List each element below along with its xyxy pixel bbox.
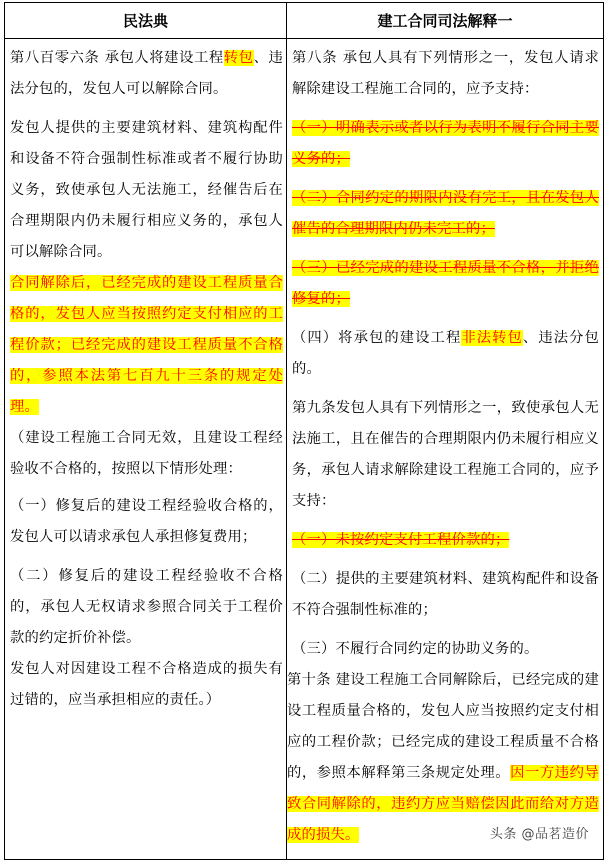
article-8: 第八条 承包人具有下列情形之一，发包人请求解除建设工程施工合同的，应予支持： [292, 50, 599, 97]
article-8-item-1: （一）明确表示或者以行为表明不履行合同主要义务的； [292, 120, 599, 167]
article-8-item-2: （二）合同约定的期限内没有完工，且在发包人催告的合理期限内仍未完工的； [292, 190, 599, 237]
header-civil-code: 民法典 [5, 3, 286, 39]
comparison-table [4, 2, 604, 860]
article-9-item-1: （一）未按约定支付工程价款的； [292, 532, 510, 548]
article-806-para2: 发包人提供的主要建筑材料、建筑构配件和设备不符合强制性标准或者不履行协助义务，致使承包人无法施工，经催告后在合理期限内仍未履行相应义务的，承包人可以解除合同。 [10, 120, 283, 260]
invalid-contract-note: （建设工程施工合同无效，且建设工程经验收不合格的，按照以下情形处理： [10, 430, 283, 477]
invalid-contract-fault: 发包人对因建设工程不合格造成的损失有过错的，应当承担相应的责任。） [10, 661, 283, 708]
article-9-item-2: （二）提供的主要建筑材料、建筑构配件和设备不符合强制性标准的； [292, 571, 599, 618]
invalid-contract-item-2: （二）修复后的建设工程经验收不合格的，承包人无权请求参照合同关于工程价款的约定折价补偿。 [10, 568, 283, 646]
article-10: 第十条 建设工程施工合同解除后，已经完成的建设工程质量合格的，发包人应当按照约定支付相应的工程价款；已经完成的建设工程质量不合格的，参照本解释第三条规定处理。因一方违约导致合同解除的，违约方应当赔偿因此而给对方造成的损失。 [287, 672, 599, 843]
invalid-contract-item-1: （一）修复后的建设工程经验收合格的，发包人可以请求承包人承担修复费用； [10, 498, 283, 545]
highlight-illegal-zhuanbao: 非法转包 [461, 330, 523, 346]
judicial-interpretation-column [286, 39, 603, 859]
article-806: 第八百零六条 承包人将建设工程转包、违法分包的，发包人可以解除合同。 [10, 50, 283, 97]
highlight-zhuanbao: 转包 [223, 50, 254, 66]
article-8-item-3: （三）已经完成的建设工程质量不合格，并拒绝修复的； [292, 260, 599, 307]
civil-code-column [5, 39, 286, 859]
header-judicial-interpretation: 建工合同司法解释一 [286, 3, 603, 39]
article-10-highlight: 因一方违约导致合同解除的，违约方应当赔偿因此而给对方造成的损失。 [287, 765, 599, 843]
watermark-toutiao: 头条 @品茗造价 [487, 823, 592, 842]
article-9-item-3: （三）不履行合同约定的协助义务的。 [292, 641, 539, 657]
article-9: 第九条发包人具有下列情形之一，致使承包人无法施工，且在催告的合理期限内仍未履行相应义务，承包人请求解除建设工程施工合同的，应予支持： [292, 400, 599, 509]
article-806-para3: 合同解除后，已经完成的建设工程质量合格的，发包人应当按照约定支付相应的工程价款；已经完成的建设工程质量不合格的，参照本法第七百九十三条的规定处理。 [10, 275, 283, 415]
article-8-item-4: （四）将承包的建设工程非法转包、违法分包的。 [292, 330, 599, 377]
